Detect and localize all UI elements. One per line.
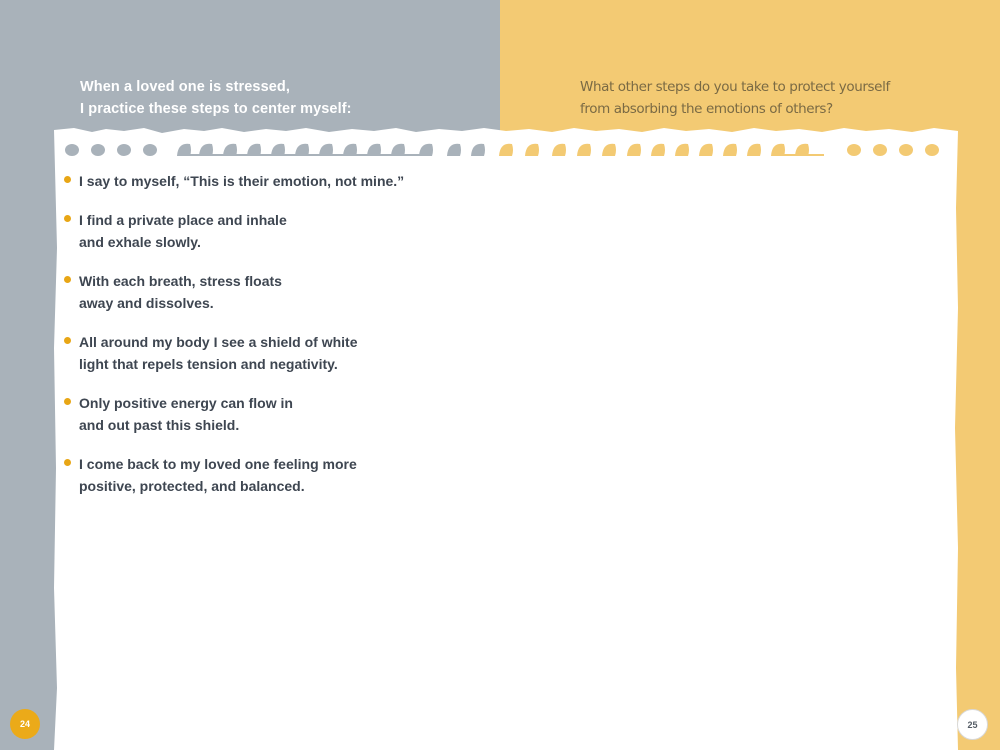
list-item-text: away and dissolves.: [79, 295, 214, 311]
left-page-heading: [80, 76, 352, 120]
bullet-dot: [64, 459, 71, 466]
bullet-dot: [64, 276, 71, 283]
list-item: [62, 453, 482, 497]
page-number-right: 25: [957, 709, 988, 740]
list-item: [62, 209, 482, 253]
punch-hole: [847, 144, 861, 156]
centering-steps-list: [62, 170, 482, 514]
list-item-text: I find a private place and inhale: [79, 212, 287, 228]
right-heading-line-1: What other steps do you take to protect yourself: [580, 79, 890, 95]
left-heading-line-1: When a loved one is stressed,: [80, 79, 290, 95]
punch-hole: [873, 144, 887, 156]
list-item: [62, 270, 482, 314]
page-number-left: 24: [10, 709, 40, 739]
list-item-text: light that repels tension and negativity.: [79, 356, 338, 372]
bullet-dot: [64, 176, 71, 183]
punch-hole: [65, 144, 79, 156]
bullet-dot: [64, 215, 71, 222]
left-heading-line-2: I practice these steps to center myself:: [80, 101, 352, 117]
right-heading-line-2: from absorbing the emotions of others?: [580, 101, 833, 117]
list-item-text: All around my body I see a shield of white: [79, 334, 358, 350]
torn-strip: [774, 154, 824, 156]
list-item: [62, 392, 482, 436]
bullet-dot: [64, 398, 71, 405]
list-item: [62, 170, 482, 192]
punch-hole: [925, 144, 939, 156]
punch-hole: [143, 144, 157, 156]
list-item-text: and exhale slowly.: [79, 234, 201, 250]
list-item-text: I say to myself, “This is their emotion, not mine.”: [79, 173, 405, 189]
list-item-text: positive, protected, and balanced.: [79, 478, 305, 494]
list-item-text: Only positive energy can flow in: [79, 395, 293, 411]
punch-hole: [91, 144, 105, 156]
list-item-text: I come back to my loved one feeling more: [79, 456, 357, 472]
bullet-dot: [64, 337, 71, 344]
list-item: [62, 331, 482, 375]
right-page-prompt: [580, 76, 890, 120]
punch-hole: [117, 144, 131, 156]
list-item-text: With each breath, stress floats: [79, 273, 282, 289]
punch-hole: [899, 144, 913, 156]
list-item-text: and out past this shield.: [79, 417, 240, 433]
torn-strip: [184, 154, 424, 156]
